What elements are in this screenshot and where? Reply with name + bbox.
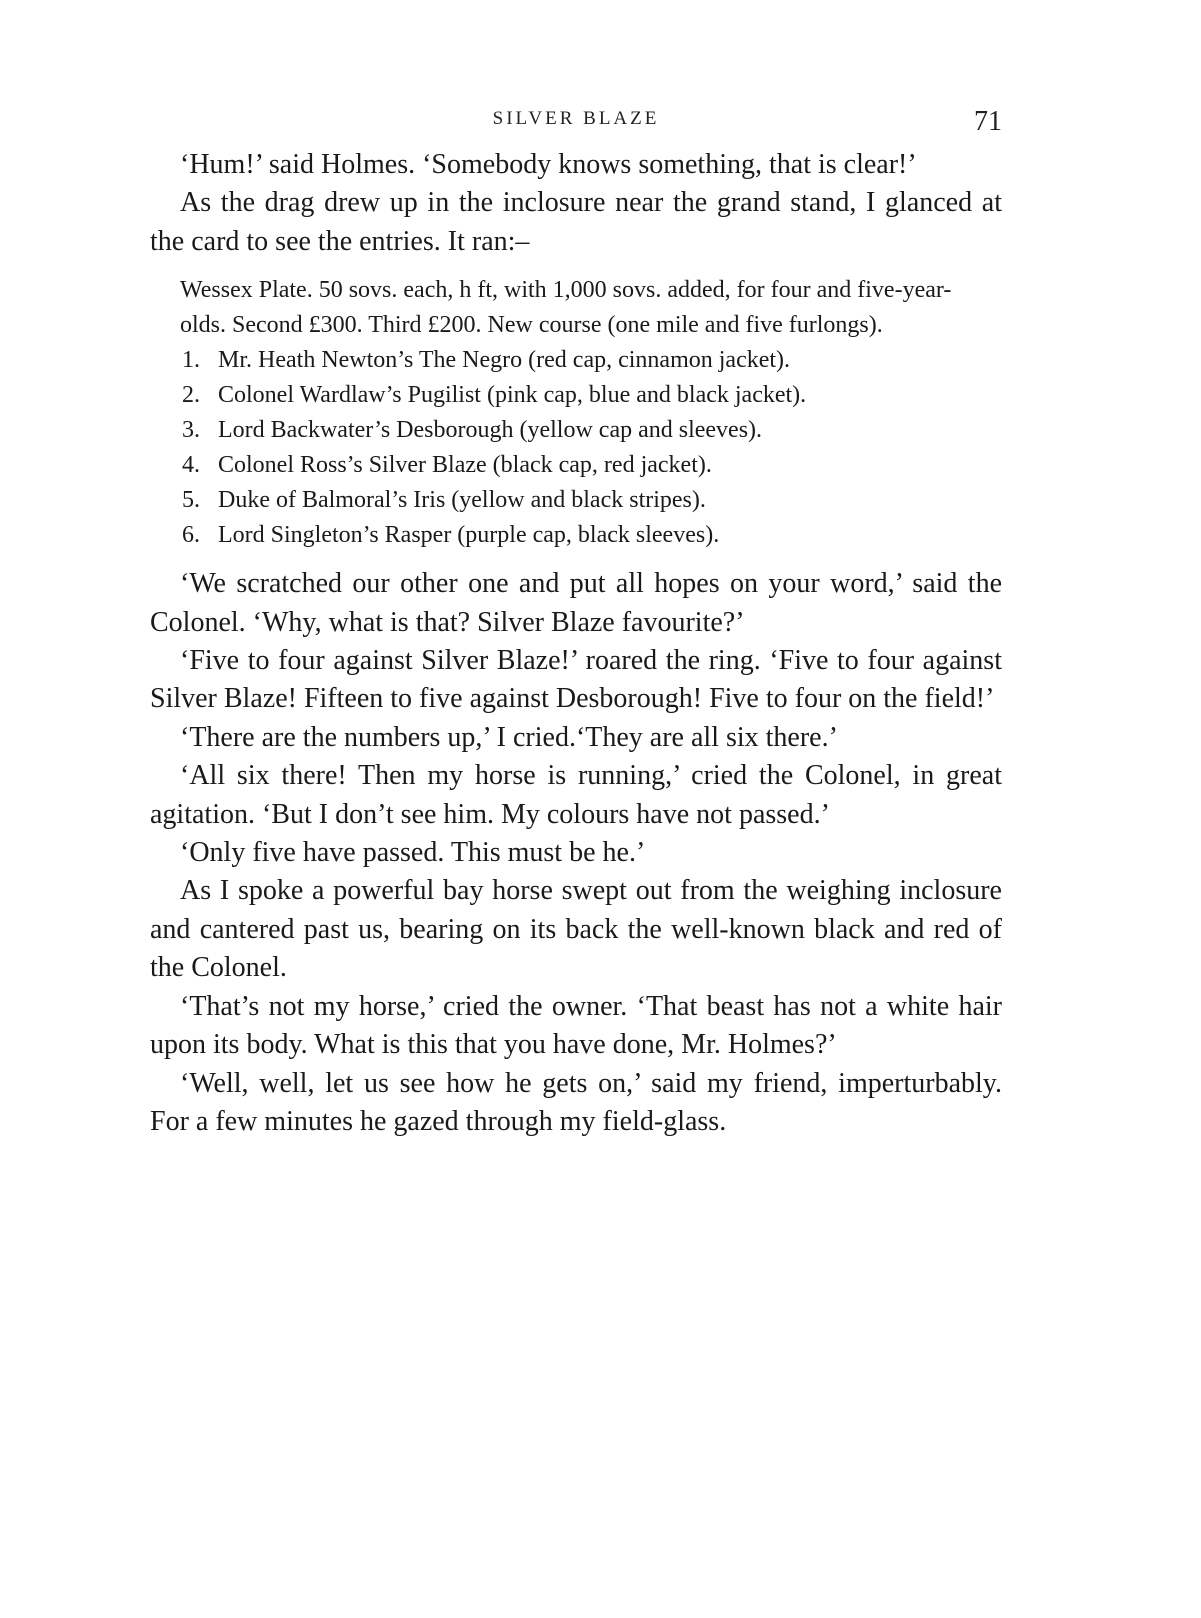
- race-card-entries: [180, 343, 1002, 553]
- paragraph: ‘All six there! Then my horse is running,’ cried the Colonel, in great agitation. ‘But I don’t see him. My colours have not passed.’: [150, 760, 1002, 830]
- entry-text: Lord Backwater’s Desborough (yellow cap and sleeves).: [218, 417, 763, 444]
- entry-number: 5.: [182, 487, 200, 514]
- paragraph: ‘Only five have passed. This must be he.’: [180, 837, 646, 869]
- list-item: [180, 413, 1002, 448]
- list-item: [180, 343, 1002, 378]
- running-head: [150, 106, 1002, 146]
- entry-number: 6.: [182, 522, 200, 549]
- race-card: [180, 273, 1002, 553]
- paragraph: ‘That’s not my horse,’ cried the owner. ‘That beast has not a white hair upon its body. What is this that you have done, Mr. Holmes?’: [150, 990, 1002, 1061]
- entry-number: 2.: [182, 382, 200, 409]
- list-item: [180, 483, 1002, 518]
- running-title: SILVER BLAZE: [492, 108, 660, 129]
- paragraph: ‘There are the numbers up,’ I cried.‘They are all six there.’: [180, 721, 838, 753]
- entry-text: Mr. Heath Newton’s The Negro (red cap, cinnamon jacket).: [218, 347, 791, 374]
- list-item: [180, 378, 1002, 413]
- race-card-description: Wessex Plate. 50 sovs. each, h ft, with 1,000 sovs. added, for four and five-year-olds. Second £300. Third £200. New course (one mile and five furlongs).: [180, 277, 952, 339]
- paragraph: ‘We scratched our other one and put all hopes on your word,’ said the Colonel. ‘Why, what is that? Silver Blaze favourite?’: [150, 568, 1002, 638]
- paragraph: ‘Hum!’ said Holmes. ‘Somebody knows something, that is clear!’: [180, 149, 917, 180]
- page-number: 71: [974, 106, 1002, 137]
- book-page: [150, 106, 1002, 1141]
- entry-number: 4.: [182, 452, 200, 479]
- entry-text: Duke of Balmoral’s Iris (yellow and black stripes).: [218, 487, 706, 514]
- paragraph: ‘Well, well, let us see how he gets on,’ said my friend, imperturbably. For a few minutes he gazed through my field-glass.: [150, 1067, 1002, 1137]
- entry-number: 1.: [182, 347, 200, 374]
- entry-text: Colonel Wardlaw’s Pugilist (pink cap, blue and black jacket).: [218, 382, 807, 409]
- entry-text: Lord Singleton’s Rasper (purple cap, black sleeves).: [218, 522, 720, 549]
- paragraph: As the drag drew up in the inclosure near the grand stand, I glanced at the card to see the entries. It ran:–: [150, 187, 1002, 257]
- body-text: [150, 146, 1002, 1141]
- paragraph: As I spoke a powerful bay horse swept out from the weighing inclosure and cantered past us, bearing on its back the well-known black and red of the Colonel.: [150, 875, 1002, 984]
- entry-text: Colonel Ross’s Silver Blaze (black cap, red jacket).: [218, 452, 712, 479]
- list-item: [180, 518, 1002, 553]
- list-item: [180, 448, 1002, 483]
- paragraph: ‘Five to four against Silver Blaze!’ roared the ring. ‘Five to four against Silver Blaze! Fifteen to five against Desborough! Five to four on the field!’: [150, 645, 1002, 715]
- entry-number: 3.: [182, 417, 200, 444]
